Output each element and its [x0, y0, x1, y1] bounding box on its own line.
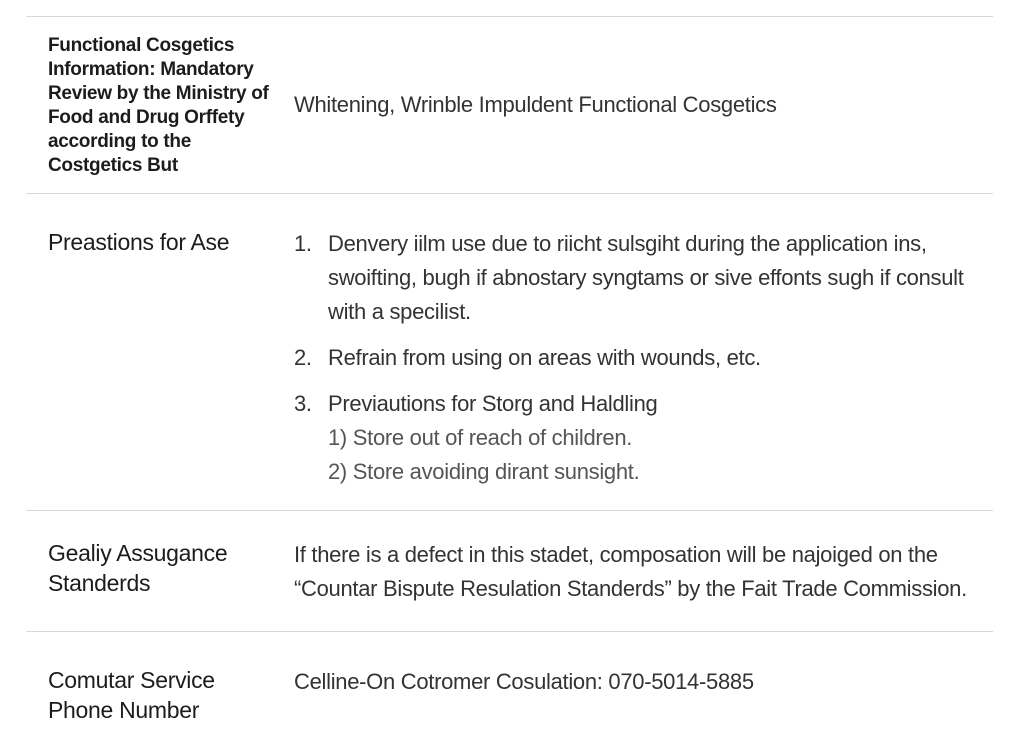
customer-service-phone: Celline-On Cotromer Cosulation: 070-5014-5885 [294, 669, 754, 694]
quality-assurance-label: Gealiy Assugance Standerds [48, 540, 228, 596]
functional-cosmetics-value-cell [272, 88, 993, 122]
storage-sub-item: 1) Store out of reach of children. [328, 425, 633, 450]
precaution-item-text: Previautions for Storg and Haldling [328, 391, 658, 416]
precaution-item-text: Refrain from using on areas with wounds, etc. [328, 345, 761, 370]
precaution-item-1 [294, 227, 993, 329]
quality-assurance-value: If there is a defect in this stadet, composation will be najoiged on the “Countar Bispute Resulation Standerds” by the Fait Trade Commission. [294, 542, 967, 601]
storage-sub-item: 2) Store avoiding dirant sunsight. [328, 459, 640, 484]
customer-service-row [26, 632, 993, 752]
functional-cosmetics-label-cell [26, 32, 272, 178]
quality-assurance-label-cell [26, 511, 272, 631]
precaution-item-3 [294, 387, 993, 489]
customer-service-value-cell [272, 632, 993, 752]
precautions-list [294, 227, 993, 489]
precaution-item-number: 2. [294, 345, 312, 370]
precautions-row [26, 194, 993, 511]
precautions-value-cell [272, 194, 993, 510]
precautions-label: Preastions for Ase [48, 229, 230, 255]
customer-service-label-cell [26, 632, 272, 752]
storage-sub-list [328, 421, 993, 489]
precaution-item-number: 3. [294, 391, 312, 416]
quality-assurance-value-cell [272, 511, 993, 631]
customer-service-label: Comutar Service Phone Number [48, 667, 215, 723]
precaution-item-text: Denvery iilm use due to riicht sulsgiht during the application ins, swoifting, bugh if abnostary syngtams or sive effonts sugh if consult with a specilist. [328, 231, 964, 324]
functional-cosmetics-value: Whitening, Wrinble Impuldent Functional Cosgetics [294, 92, 777, 117]
precaution-item-number: 1. [294, 231, 312, 256]
functional-cosmetics-label: Functional Cosgetics Information: Mandatory Review by the Ministry of Food and Drug Orffety according to the Costgetics But [48, 35, 269, 176]
functional-cosmetics-row [26, 17, 993, 194]
product-info-table [26, 16, 993, 752]
quality-assurance-row [26, 511, 993, 632]
precaution-item-2 [294, 341, 993, 375]
precautions-label-cell [26, 194, 272, 510]
